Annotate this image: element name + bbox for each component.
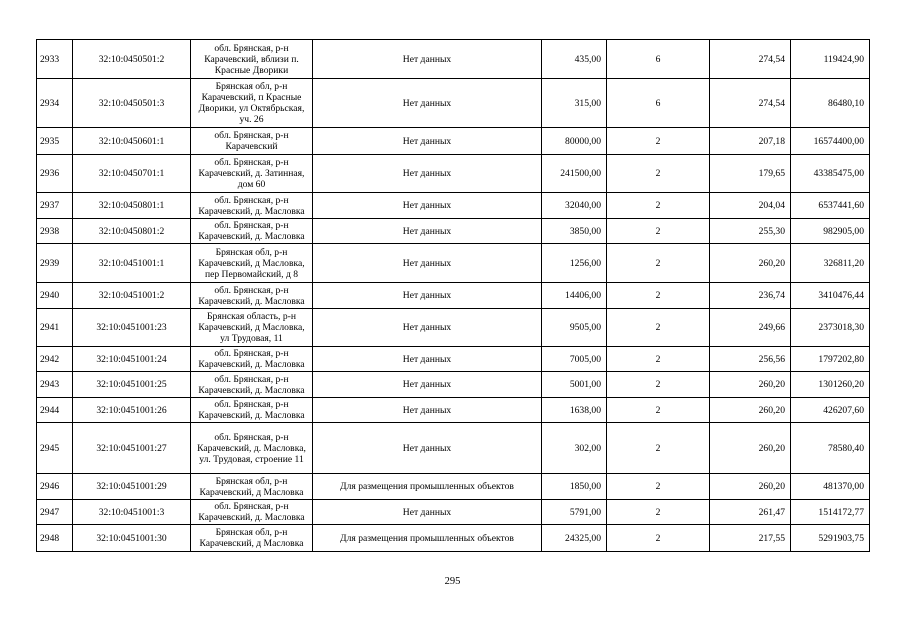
table-row xyxy=(37,398,870,423)
table-row xyxy=(37,155,870,193)
table-row xyxy=(37,347,870,372)
area-cell: 315,00 xyxy=(542,79,607,128)
category-cell: 2 xyxy=(607,372,710,398)
cadastral-value-cell: 1514172,77 xyxy=(791,500,870,525)
address-cell: обл. Брянская, р-н Карачевский, вблизи п. Красные Дворики xyxy=(191,40,313,79)
table-row xyxy=(37,283,870,309)
category-cell: 2 xyxy=(607,500,710,525)
category-cell: 2 xyxy=(607,283,710,309)
row-number: 2935 xyxy=(37,128,73,155)
area-cell: 435,00 xyxy=(542,40,607,79)
row-number: 2941 xyxy=(37,309,73,347)
cadastral-value-cell: 86480,10 xyxy=(791,79,870,128)
rate-cell: 260,20 xyxy=(710,372,791,398)
table-row xyxy=(37,40,870,79)
permitted-use-cell: Для размещения промышленных объектов xyxy=(313,474,542,500)
permitted-use-cell: Нет данных xyxy=(313,309,542,347)
cadastral-value-cell: 78580,40 xyxy=(791,423,870,474)
category-cell: 2 xyxy=(607,423,710,474)
cadastral-number: 32:10:0450801:2 xyxy=(73,219,191,244)
row-number: 2933 xyxy=(37,40,73,79)
address-cell: Брянская обл, р-н Карачевский, п Красные Дворики, ул Октябрьская, уч. 26 xyxy=(191,79,313,128)
area-cell: 1256,00 xyxy=(542,244,607,283)
cadastral-number: 32:10:0451001:23 xyxy=(73,309,191,347)
rate-cell: 204,04 xyxy=(710,193,791,219)
row-number: 2942 xyxy=(37,347,73,372)
category-cell: 2 xyxy=(607,219,710,244)
permitted-use-cell: Нет данных xyxy=(313,398,542,423)
address-cell: Брянская обл, р-н Карачевский, д Масловка xyxy=(191,525,313,552)
cadastral-number: 32:10:0450501:2 xyxy=(73,40,191,79)
permitted-use-cell: Нет данных xyxy=(313,423,542,474)
area-cell: 1850,00 xyxy=(542,474,607,500)
permitted-use-cell: Нет данных xyxy=(313,500,542,525)
permitted-use-cell: Нет данных xyxy=(313,128,542,155)
cadastral-number: 32:10:0450701:1 xyxy=(73,155,191,193)
cadastral-number: 32:10:0451001:1 xyxy=(73,244,191,283)
cadastral-number: 32:10:0451001:2 xyxy=(73,283,191,309)
category-cell: 2 xyxy=(607,244,710,283)
address-cell: обл. Брянская, р-н Карачевский, д. Затинная, дом 60 xyxy=(191,155,313,193)
permitted-use-cell: Нет данных xyxy=(313,244,542,283)
address-cell: обл. Брянская, р-н Карачевский, д. Масловка xyxy=(191,372,313,398)
permitted-use-cell: Нет данных xyxy=(313,283,542,309)
rate-cell: 274,54 xyxy=(710,40,791,79)
area-cell: 9505,00 xyxy=(542,309,607,347)
table-row xyxy=(37,79,870,128)
table-row xyxy=(37,193,870,219)
cadastral-value-cell: 326811,20 xyxy=(791,244,870,283)
rate-cell: 261,47 xyxy=(710,500,791,525)
rate-cell: 236,74 xyxy=(710,283,791,309)
cadastral-number: 32:10:0451001:25 xyxy=(73,372,191,398)
row-number: 2945 xyxy=(37,423,73,474)
cadastral-table xyxy=(36,39,870,552)
cadastral-number: 32:10:0450601:1 xyxy=(73,128,191,155)
permitted-use-cell: Нет данных xyxy=(313,219,542,244)
address-cell: обл. Брянская, р-н Карачевский, д. Масловка xyxy=(191,193,313,219)
permitted-use-cell: Нет данных xyxy=(313,40,542,79)
row-number: 2934 xyxy=(37,79,73,128)
cadastral-value-cell: 43385475,00 xyxy=(791,155,870,193)
permitted-use-cell: Нет данных xyxy=(313,193,542,219)
table-row xyxy=(37,309,870,347)
address-cell: обл. Брянская, р-н Карачевский, д. Масловка xyxy=(191,219,313,244)
address-cell: Брянская область, р-н Карачевский, д Масловка, ул Трудовая, 11 xyxy=(191,309,313,347)
cadastral-value-cell: 982905,00 xyxy=(791,219,870,244)
permitted-use-cell: Нет данных xyxy=(313,155,542,193)
area-cell: 7005,00 xyxy=(542,347,607,372)
row-number: 2947 xyxy=(37,500,73,525)
rate-cell: 260,20 xyxy=(710,244,791,283)
cadastral-number: 32:10:0451001:24 xyxy=(73,347,191,372)
row-number: 2936 xyxy=(37,155,73,193)
table-row xyxy=(37,128,870,155)
cadastral-number: 32:10:0451001:26 xyxy=(73,398,191,423)
rate-cell: 274,54 xyxy=(710,79,791,128)
table-row xyxy=(37,244,870,283)
category-cell: 2 xyxy=(607,309,710,347)
cadastral-number: 32:10:0451001:30 xyxy=(73,525,191,552)
address-cell: обл. Брянская, р-н Карачевский, д. Масловка xyxy=(191,283,313,309)
rate-cell: 255,30 xyxy=(710,219,791,244)
area-cell: 241500,00 xyxy=(542,155,607,193)
cadastral-value-cell: 1797202,80 xyxy=(791,347,870,372)
area-cell: 5791,00 xyxy=(542,500,607,525)
address-cell: обл. Брянская, р-н Карачевский, д. Масловка xyxy=(191,500,313,525)
rate-cell: 179,65 xyxy=(710,155,791,193)
row-number: 2943 xyxy=(37,372,73,398)
table-row xyxy=(37,372,870,398)
area-cell: 5001,00 xyxy=(542,372,607,398)
cadastral-value-cell: 16574400,00 xyxy=(791,128,870,155)
category-cell: 2 xyxy=(607,155,710,193)
row-number: 2946 xyxy=(37,474,73,500)
rate-cell: 260,20 xyxy=(710,398,791,423)
rate-cell: 217,55 xyxy=(710,525,791,552)
table-row xyxy=(37,423,870,474)
cadastral-value-cell: 119424,90 xyxy=(791,40,870,79)
row-number: 2937 xyxy=(37,193,73,219)
row-number: 2938 xyxy=(37,219,73,244)
area-cell: 24325,00 xyxy=(542,525,607,552)
cadastral-number: 32:10:0451001:29 xyxy=(73,474,191,500)
address-cell: Брянская обл, р-н Карачевский, д Масловка xyxy=(191,474,313,500)
area-cell: 32040,00 xyxy=(542,193,607,219)
address-cell: Брянская обл, р-н Карачевский, д Масловка, пер Первомайский, д 8 xyxy=(191,244,313,283)
cadastral-value-cell: 1301260,20 xyxy=(791,372,870,398)
category-cell: 6 xyxy=(607,40,710,79)
area-cell: 3850,00 xyxy=(542,219,607,244)
cadastral-value-cell: 2373018,30 xyxy=(791,309,870,347)
category-cell: 2 xyxy=(607,128,710,155)
category-cell: 2 xyxy=(607,347,710,372)
row-number: 2944 xyxy=(37,398,73,423)
area-cell: 80000,00 xyxy=(542,128,607,155)
address-cell: обл. Брянская, р-н Карачевский, д. Масловка xyxy=(191,398,313,423)
category-cell: 2 xyxy=(607,193,710,219)
permitted-use-cell: Нет данных xyxy=(313,79,542,128)
page-number: 295 xyxy=(444,576,461,587)
category-cell: 2 xyxy=(607,474,710,500)
area-cell: 302,00 xyxy=(542,423,607,474)
row-number: 2940 xyxy=(37,283,73,309)
row-number: 2948 xyxy=(37,525,73,552)
rate-cell: 207,18 xyxy=(710,128,791,155)
cadastral-value-cell: 5291903,75 xyxy=(791,525,870,552)
table-row xyxy=(37,219,870,244)
table-row xyxy=(37,474,870,500)
permitted-use-cell: Нет данных xyxy=(313,372,542,398)
table-row xyxy=(37,500,870,525)
table-row xyxy=(37,525,870,552)
rate-cell: 249,66 xyxy=(710,309,791,347)
cadastral-number: 32:10:0451001:27 xyxy=(73,423,191,474)
rate-cell: 256,56 xyxy=(710,347,791,372)
category-cell: 2 xyxy=(607,398,710,423)
table-body xyxy=(37,40,870,552)
area-cell: 1638,00 xyxy=(542,398,607,423)
address-cell: обл. Брянская, р-н Карачевский, д. Масловка, ул. Трудовая, строение 11 xyxy=(191,423,313,474)
address-cell: обл. Брянская, р-н Карачевский, д. Масловка xyxy=(191,347,313,372)
cadastral-number: 32:10:0450801:1 xyxy=(73,193,191,219)
category-cell: 6 xyxy=(607,79,710,128)
cadastral-value-cell: 6537441,60 xyxy=(791,193,870,219)
rate-cell: 260,20 xyxy=(710,423,791,474)
cadastral-number: 32:10:0450501:3 xyxy=(73,79,191,128)
rate-cell: 260,20 xyxy=(710,474,791,500)
cadastral-value-cell: 426207,60 xyxy=(791,398,870,423)
cadastral-value-cell: 3410476,44 xyxy=(791,283,870,309)
area-cell: 14406,00 xyxy=(542,283,607,309)
cadastral-value-cell: 481370,00 xyxy=(791,474,870,500)
row-number: 2939 xyxy=(37,244,73,283)
category-cell: 2 xyxy=(607,525,710,552)
address-cell: обл. Брянская, р-н Карачевский xyxy=(191,128,313,155)
permitted-use-cell: Для размещения промышленных объектов xyxy=(313,525,542,552)
cadastral-number: 32:10:0451001:3 xyxy=(73,500,191,525)
permitted-use-cell: Нет данных xyxy=(313,347,542,372)
